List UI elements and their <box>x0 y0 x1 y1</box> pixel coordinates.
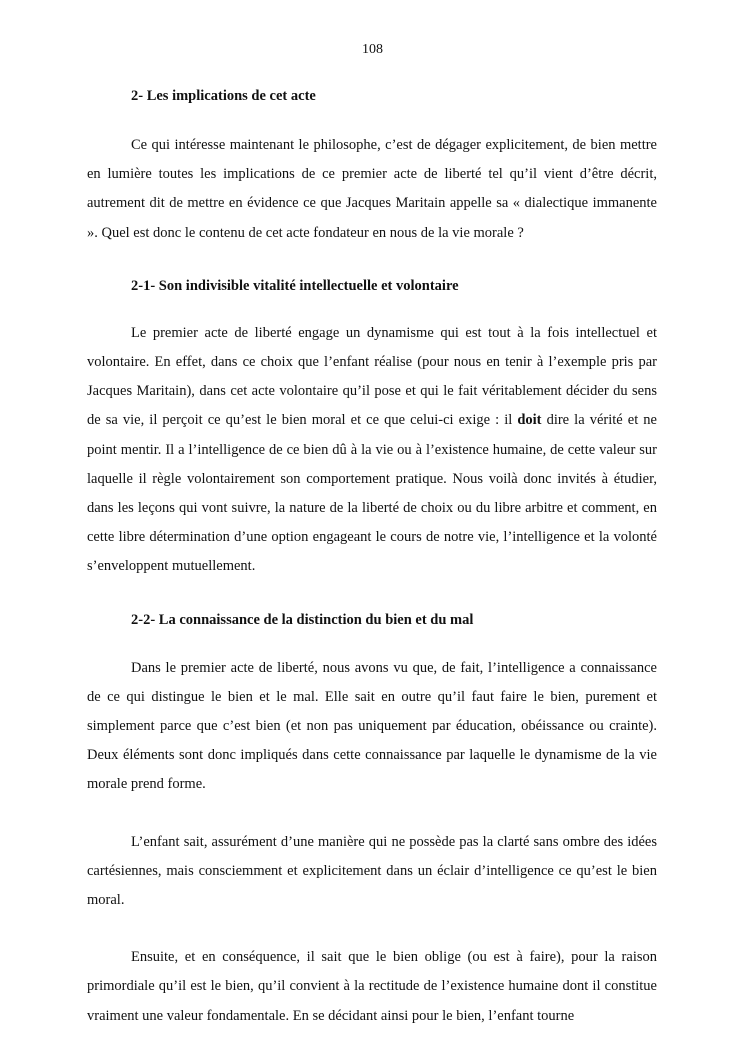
paragraph-distinction: Dans le premier acte de liberté, nous avons vu que, de fait, l’intelligence a connaissance de ce qui distingue le bien et le mal. Elle sait en outre qu’il faut faire le bien, purement et simplement parce que c’est bien (et non pas uniquement par éducation, obéissance ou crainte). Deux éléments sont donc impliqués dans cette connaissance par laquelle le dynamisme de la vie morale prend forme. <box>87 659 657 793</box>
emphasis-doit: doit <box>517 412 542 429</box>
paragraph-enfant-sait: L’enfant sait, assurément d’une manière qui ne possède pas la clarté sans ombre des idées cartésiennes, mais consciemment et explicitement dans un éclair d’intelligence ce qu’est le bien moral. <box>87 833 657 909</box>
paragraph-implications: Ce qui intéresse maintenant le philosophe, c’est de dégager explicitement, de bien mettre en lumière toutes les implications de ce premier acte de liberté tel qu’il vient d’être décrit, autrement dit de mettre en évidence ce que Jacques Maritain appelle sa « dialectique immanente ». Quel est donc le contenu de cet acte fondateur en nous de la vie morale ? <box>87 137 657 241</box>
paragraph-ensuite: Ensuite, et en conséquence, il sait que le bien oblige (ou est à faire), pour la raison primordiale qu’il est le bien, qu’il convient à la rectitude de l’existence humaine dont il constitue vraiment une valeur fondamentale. En se décidant ainsi pour le bien, l’enfant tourne <box>87 949 657 1024</box>
paragraph-vitalite-part-1: Le premier acte de liberté engage un dynamisme qui est tout à la fois intellectuel et volontaire. En effet, dans ce choix que l’enfant réalise (pour nous en tenir à l’exemple pris par Jacques Maritain), dans cet acte volontaire qu’il pose et qui le fait véritablement décider du sens de sa vie, il perçoit ce qu’est le bien moral et ce que celui-ci exige : il <box>87 324 657 429</box>
section-heading-implications: 2- Les implications de cet acte <box>131 88 316 104</box>
section-heading-vitalite: 2-1- Son indivisible vitalité intellectuelle et volontaire <box>131 277 459 294</box>
paragraph-vitalite <box>87 319 657 582</box>
page-number: 108 <box>362 42 383 57</box>
paragraph-vitalite-part-2: dire la vérité et ne point mentir. Il a l’intelligence de ce bien dû à la vie ou à l’existence humaine, de cette valeur sur laquelle il règle volontairement son comportement pratique. Nous voilà donc invités à étudier, dans les leçons qui vont suivre, la nature de la liberté de choix ou du libre arbitre et comment, en cette libre détermination d’une option engageant le cours de notre vie, l’intelligence et la volonté s’enveloppent mutuellement. <box>87 412 657 575</box>
section-heading-distinction: 2-2- La connaissance de la distinction du bien et du mal <box>131 611 474 628</box>
page-body <box>87 86 657 1031</box>
